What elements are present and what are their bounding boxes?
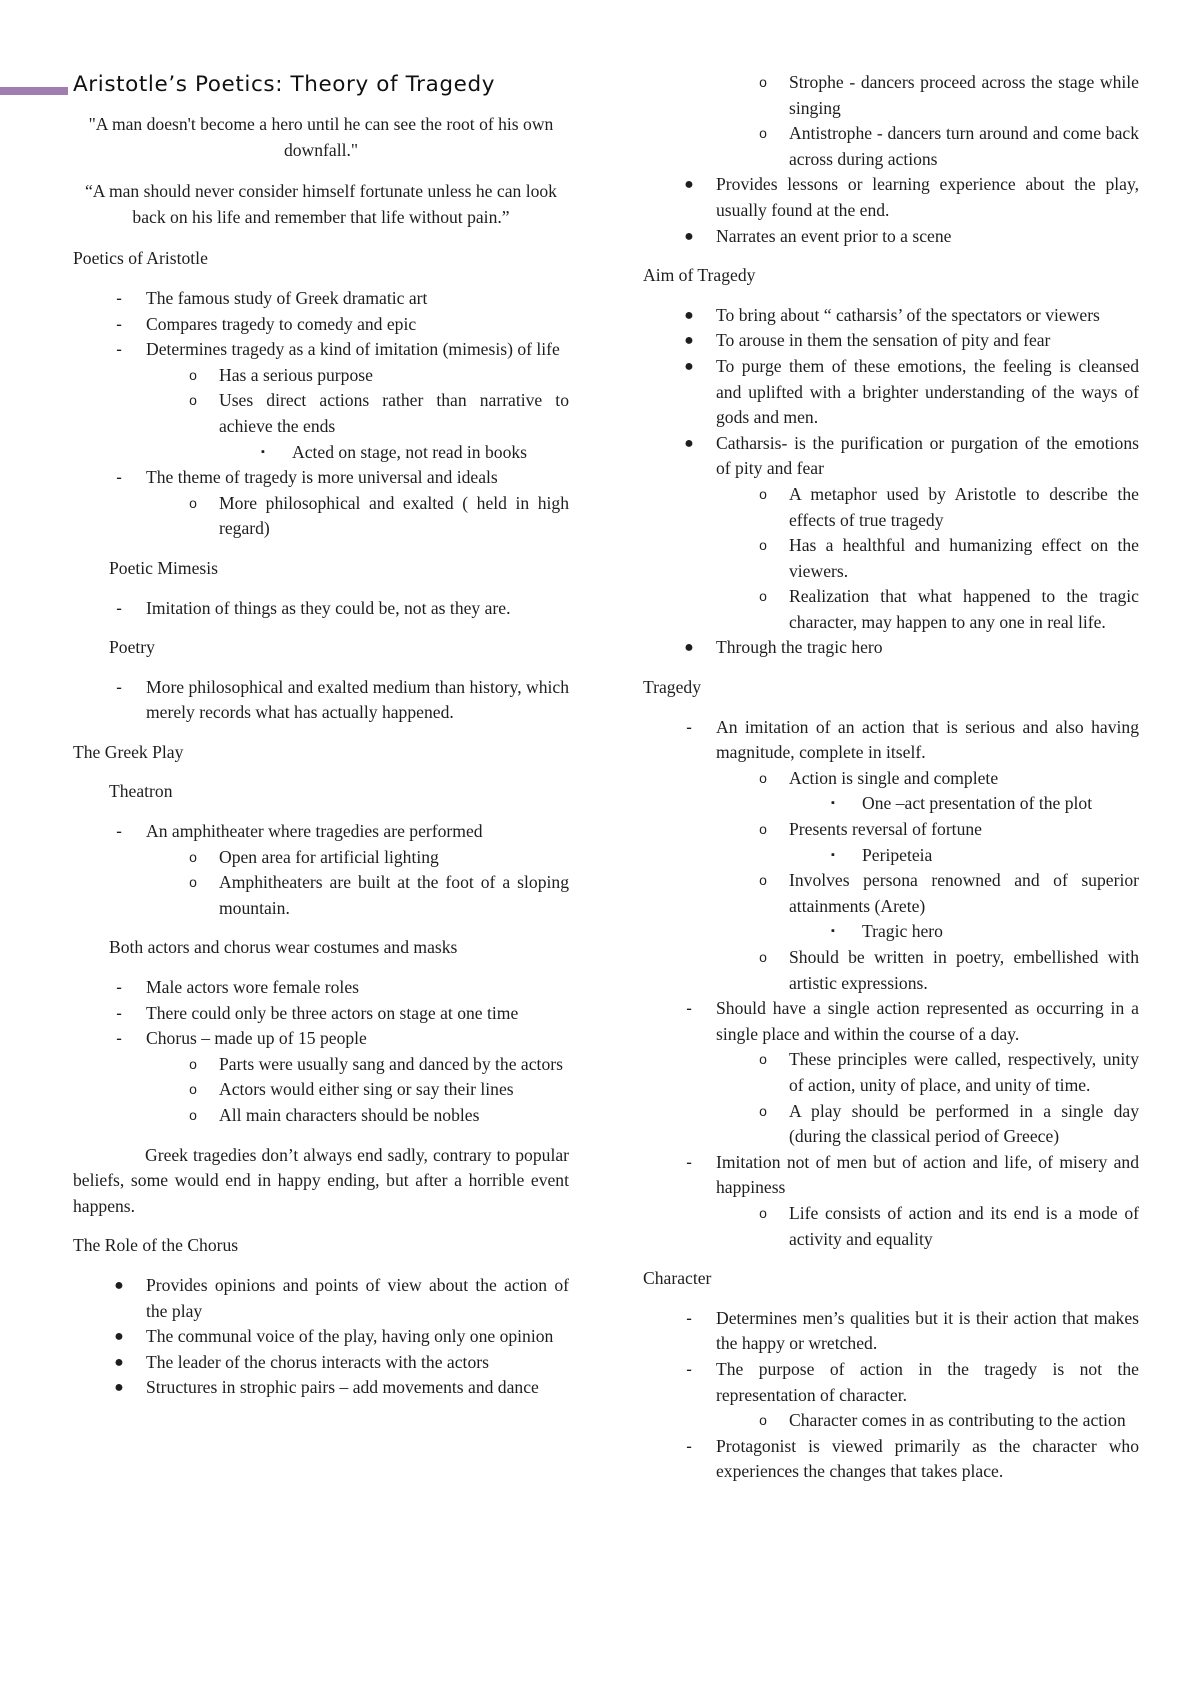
dash-marker: -	[686, 716, 692, 737]
circle-marker: o	[759, 1204, 767, 1221]
circle-marker: o	[759, 125, 767, 142]
greek-tragedy-paragraph: Greek tragedies don’t always end sadly, contrary to popular beliefs, some would end in happy ending, but after a horrible event happens.	[73, 1144, 569, 1216]
list-item: ● Provides opinions and points of view about the action of the play	[73, 1273, 569, 1324]
dot-marker: ●	[684, 227, 694, 245]
list-item: ▪ Tragic hero	[643, 919, 1139, 945]
dash-marker: -	[116, 1002, 122, 1023]
heading-chorus-role: The Role of the Chorus	[73, 1235, 239, 1256]
circle-marker: o	[759, 537, 767, 554]
list-item: - The theme of tragedy is more universal and ideals o More philosophical and exalted ( held in high regard)	[73, 465, 569, 542]
list-item: - An amphitheater where tragedies are performed o Open area for artificial lighting o Amphitheaters are built at the foot of a sloping mountain.	[73, 819, 569, 921]
list-item: o Should be written in poetry, embellished with artistic expressions.	[643, 945, 1139, 996]
list-item: - Compares tragedy to comedy and epic	[73, 312, 569, 338]
list-item: - Male actors wore female roles	[73, 975, 569, 1001]
circle-marker: o	[759, 872, 767, 889]
dot-marker: ●	[684, 434, 694, 452]
heading-tragedy: Tragedy	[643, 677, 701, 698]
circle-marker: o	[759, 1102, 767, 1119]
dash-marker: -	[116, 597, 122, 618]
dash-marker: -	[116, 467, 122, 488]
list-item: o Open area for artificial lighting	[73, 845, 569, 871]
list-item: o A metaphor used by Aristotle to describe the effects of true tragedy	[643, 482, 1139, 533]
circle-marker: o	[759, 1051, 767, 1068]
list-item: o Realization that what happened to the tragic character, may happen to any one in real life.	[643, 584, 1139, 635]
list-item: ● The communal voice of the play, having only one opinion	[73, 1324, 569, 1350]
heading-costumes: Both actors and chorus wear costumes and masks	[109, 937, 458, 958]
heading-theatron: Theatron	[109, 781, 173, 802]
circle-marker: o	[189, 848, 197, 865]
list-item: - Imitation not of men but of action and life, of misery and happiness o Life consists of action and its end is a mode of activity and equality	[643, 1150, 1139, 1252]
dot-marker: ●	[684, 306, 694, 324]
list-item: o Actors would either sing or say their lines	[73, 1077, 569, 1103]
list-item: o Antistrophe - dancers turn around and come back across during actions	[643, 121, 1139, 172]
list-item: o More philosophical and exalted ( held in high regard)	[73, 491, 569, 542]
list-item: o Life consists of action and its end is a mode of activity and equality	[643, 1201, 1139, 1252]
list-item: o Strophe - dancers proceed across the stage while singing	[643, 70, 1139, 121]
theatron-list	[73, 819, 569, 921]
dash-marker: -	[116, 1028, 122, 1049]
heading-poetry: Poetry	[109, 637, 155, 658]
poetics-list	[73, 286, 569, 542]
list-item: ● Through the tragic hero	[643, 635, 1139, 661]
list-item: o Parts were usually sang and danced by the actors	[73, 1052, 569, 1078]
dot-marker: ●	[114, 1328, 124, 1346]
right-column	[643, 0, 1139, 1499]
list-item: o These principles were called, respectively, unity of action, unity of place, and unity of time.	[643, 1047, 1139, 1098]
quote-1: "A man doesn't become a hero until he can see the root of his own downfall."	[88, 114, 554, 160]
list-item: o Amphitheaters are built at the foot of a sloping mountain.	[73, 870, 569, 921]
dash-marker: -	[686, 1307, 692, 1328]
dash-marker: -	[116, 676, 122, 697]
circle-marker: o	[189, 1081, 197, 1098]
dot-marker: ●	[114, 1353, 124, 1371]
list-item: ● To bring about “ catharsis’ of the spectators or viewers	[643, 303, 1139, 329]
list-item: ● Catharsis- is the purification or purgation of the emotions of pity and fear o A metaphor used by Aristotle to describe the effects of true tragedy o Has a healthful and humanizing effect on the viewers. o Realization that what happened to the tragic character, may happen to any one in real life.	[643, 431, 1139, 636]
heading-poetics: Poetics of Aristotle	[73, 248, 208, 269]
dot-marker: ●	[114, 1276, 124, 1294]
list-item: o All main characters should be nobles	[73, 1103, 569, 1129]
dash-marker: -	[686, 1151, 692, 1172]
dash-marker: -	[116, 977, 122, 998]
chorus-list-continued	[643, 70, 1139, 249]
list-item: ● To purge them of these emotions, the feeling is cleansed and uplifted with a brighter understanding of the ways of gods and men.	[643, 354, 1139, 431]
list-item: ▪ Peripeteia	[643, 843, 1139, 869]
quote-2: “A man should never consider himself fortunate unless he can look back on his life and remember that life without pain.”	[85, 181, 557, 227]
dash-marker: -	[116, 821, 122, 842]
circle-marker: o	[189, 366, 197, 383]
square-marker: ▪	[831, 848, 835, 861]
list-item: - Chorus – made up of 15 people o Parts were usually sang and danced by the actors o Actors would either sing or say their lines o All main characters should be nobles	[73, 1026, 569, 1128]
circle-marker: o	[759, 949, 767, 965]
list-item: - Determines men’s qualities but it is their action that makes the happy or wretched.	[643, 1306, 1139, 1357]
costumes-list	[73, 975, 569, 1129]
list-item: o Involves persona renowned and of superior attainments (Arete) ▪ Tragic hero	[643, 868, 1139, 945]
list-item: ▪ One –act presentation of the plot	[643, 791, 1139, 817]
circle-marker: o	[189, 494, 197, 511]
mimesis-list	[73, 596, 569, 622]
aim-list	[643, 303, 1139, 661]
dot-marker: ●	[114, 1379, 124, 1397]
dash-marker: -	[686, 998, 692, 1019]
dash-marker: -	[116, 339, 122, 360]
circle-marker: o	[759, 74, 767, 90]
dot-marker: ●	[684, 639, 694, 657]
dot-marker: ●	[684, 332, 694, 350]
dash-marker: -	[116, 287, 122, 308]
list-item: o Action is single and complete ▪ One –act presentation of the plot	[643, 766, 1139, 817]
list-item: - Determines tragedy as a kind of imitation (mimesis) of life o Has a serious purpose o Uses direct actions rather than narrative to achieve the ends ▪ Acted on stage, not read in books	[73, 337, 569, 465]
list-item: - The purpose of action in the tragedy is not the representation of character. o Character comes in as contributing to the action	[643, 1357, 1139, 1434]
dot-marker: ●	[684, 176, 694, 194]
list-item: - Imitation of things as they could be, not as they are.	[73, 596, 569, 622]
dash-marker: -	[116, 313, 122, 334]
list-item: ● To arouse in them the sensation of pity and fear	[643, 328, 1139, 354]
list-item: ● Provides lessons or learning experience about the play, usually found at the end.	[643, 172, 1139, 223]
heading-aim: Aim of Tragedy	[643, 265, 756, 286]
character-list	[643, 1306, 1139, 1485]
list-item: ● Structures in strophic pairs – add movements and dance	[73, 1375, 569, 1401]
accent-bar	[0, 87, 68, 95]
list-item: - The famous study of Greek dramatic art	[73, 286, 569, 312]
circle-marker: o	[759, 588, 767, 605]
list-item: o Has a healthful and humanizing effect on the viewers.	[643, 533, 1139, 584]
circle-marker: o	[189, 1055, 197, 1072]
dot-marker: ●	[684, 357, 694, 375]
circle-marker: o	[759, 769, 767, 786]
tragedy-list	[643, 715, 1139, 1252]
circle-marker: o	[189, 392, 197, 409]
list-item	[643, 70, 1139, 172]
poetry-list	[73, 675, 569, 726]
list-item: o Character comes in as contributing to the action	[643, 1408, 1139, 1434]
dash-marker: -	[686, 1358, 692, 1379]
list-item: ● Narrates an event prior to a scene	[643, 224, 1139, 250]
list-item: ▪ Acted on stage, not read in books	[73, 440, 569, 466]
chorus-list	[73, 1273, 569, 1401]
list-item: ● The leader of the chorus interacts with the actors	[73, 1350, 569, 1376]
dash-marker: -	[686, 1435, 692, 1456]
list-item: - Should have a single action represented as occurring in a single place and within the course of a day. o These principles were called, respectively, unity of action, unity of place, and unity of time. o A play should be performed in a single day (during the classical period of Greece)	[643, 996, 1139, 1150]
list-item: o Uses direct actions rather than narrative to achieve the ends ▪ Acted on stage, not read in books	[73, 388, 569, 465]
left-column	[73, 0, 569, 1415]
document-title: Aristotle’s Poetics: Theory of Tragedy	[73, 72, 496, 97]
heading-character: Character	[643, 1268, 712, 1289]
circle-marker: o	[759, 1412, 767, 1429]
heading-greek-play: The Greek Play	[73, 741, 184, 762]
list-item: - More philosophical and exalted medium than history, which merely records what has actually happened.	[73, 675, 569, 726]
circle-marker: o	[759, 821, 767, 838]
heading-mimesis: Poetic Mimesis	[109, 557, 218, 578]
list-item: - There could only be three actors on stage at one time	[73, 1001, 569, 1027]
circle-marker: o	[759, 485, 767, 502]
list-item: o A play should be performed in a single day (during the classical period of Greece)	[643, 1099, 1139, 1150]
list-item: o Presents reversal of fortune ▪ Peripeteia	[643, 817, 1139, 868]
circle-marker: o	[189, 1107, 197, 1123]
list-item: - Protagonist is viewed primarily as the character who experiences the changes that takes place.	[643, 1434, 1139, 1485]
square-marker: ▪	[831, 797, 835, 810]
list-item: - An imitation of an action that is serious and also having magnitude, complete in itself. o Action is single and complete ▪ One –act presentation of the plot o Presents reversal of fortune ▪ Peripeteia o Involves persona renowned and of superior attainments (Arete) ▪ Tragic hero o Should be written in poetry, embellished with artistic expressions.	[643, 715, 1139, 997]
square-marker: ▪	[831, 925, 835, 938]
square-marker: ▪	[261, 445, 265, 458]
list-item: o Has a serious purpose	[73, 363, 569, 389]
circle-marker: o	[189, 874, 197, 891]
